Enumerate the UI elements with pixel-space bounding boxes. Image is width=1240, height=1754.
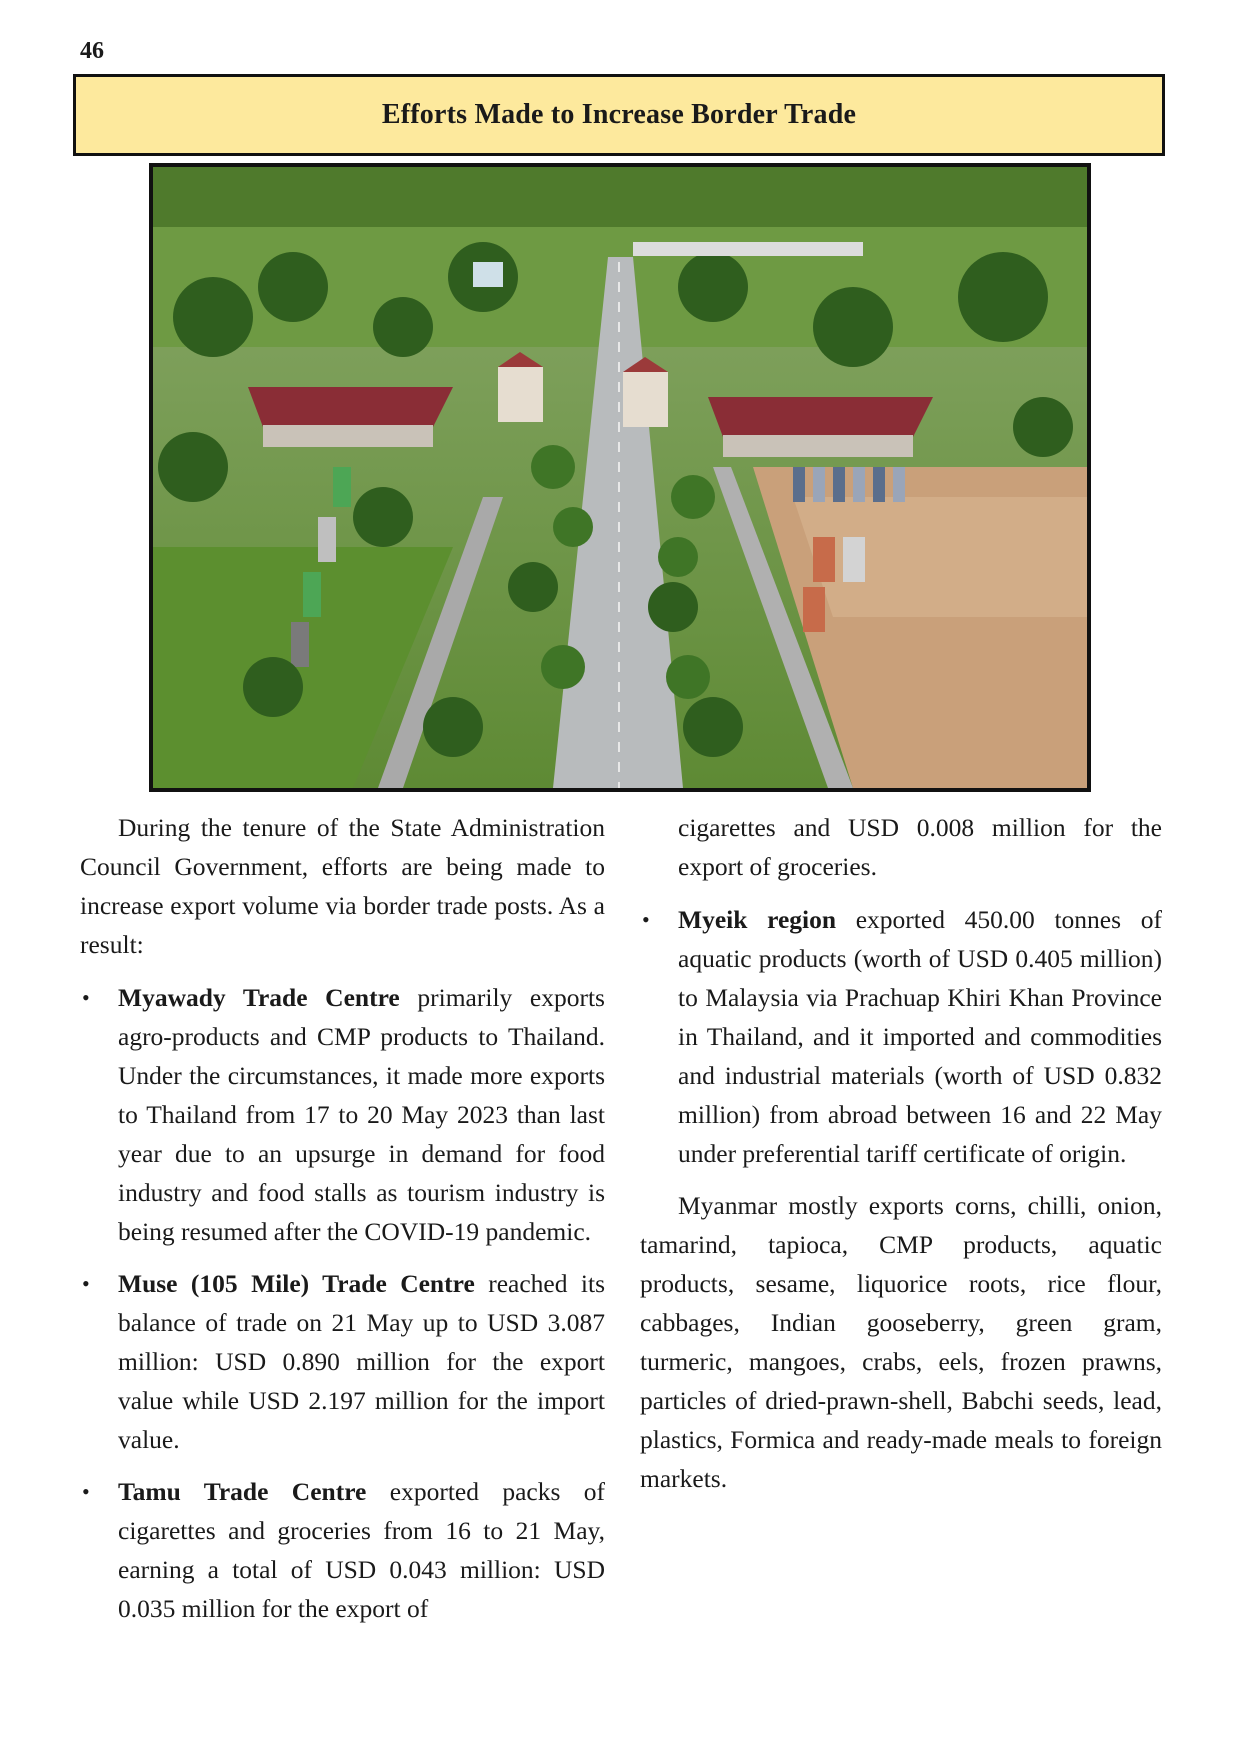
- trade-centre-text: exported packs of cigarettes and groceries from 16 to 21 May, earning a total of USD 0.043 million: USD 0.035 million for the export of: [118, 1477, 606, 1623]
- trade-centre-name: Myeik region: [678, 905, 837, 934]
- left-column: [80, 808, 605, 1641]
- page-number: 46: [80, 38, 104, 64]
- aerial-photo-illustration: [153, 167, 1087, 788]
- bullet-icon: •: [642, 907, 650, 932]
- bullet-icon: •: [82, 1271, 90, 1296]
- list-item: [80, 1264, 605, 1459]
- continued-paragraph: cigarettes and USD 0.008 million for the export of groceries.: [678, 813, 1162, 881]
- trade-centre-name: Myawady Trade Centre: [118, 983, 400, 1012]
- trade-centre-list: [80, 978, 605, 1628]
- title-banner: [73, 74, 1165, 156]
- trade-centre-name: Muse (105 Mile) Trade Centre: [118, 1269, 475, 1298]
- page-title: Efforts Made to Increase Border Trade: [381, 99, 857, 130]
- trade-centre-name: Tamu Trade Centre: [118, 1477, 367, 1506]
- intro-paragraph: During the tenure of the State Administration Council Government, efforts are being made to increase export volume via border trade posts. As a result:: [80, 813, 605, 959]
- list-item: [80, 1472, 605, 1628]
- closing-paragraph: Myanmar mostly exports corns, chilli, onion, tamarind, tapioca, CMP products, aquatic products, sesame, liquorice roots, rice flour, cabbages, Indian gooseberry, green gram, turmeric, mangoes, crabs, eels, frozen prawns, particles of dried-prawn-shell, Babchi seeds, lead, plastics, Formica and ready-made meals to foreign markets.: [640, 1191, 1162, 1493]
- trade-centre-text: primarily exports agro-products and CMP products to Thailand. Under the circumstances, it made more exports to Thailand from 17 to 20 May 2023 than last year due to an upsurge in demand for food industry and food stalls as tourism industry is being resumed after the COVID-19 pandemic.: [118, 983, 605, 1246]
- list-item: [640, 900, 1162, 1173]
- bullet-icon: •: [82, 985, 90, 1010]
- trade-centre-text: reached its balance of trade on 21 May up to USD 3.087 million: USD 0.890 million for the export value while USD 2.197 million for the import value.: [118, 1269, 606, 1454]
- right-column: [640, 808, 1162, 1512]
- bullet-icon: •: [82, 1479, 90, 1504]
- aerial-photo: [149, 163, 1091, 792]
- list-item: [80, 978, 605, 1251]
- trade-centre-text: exported 450.00 tonnes of aquatic products (worth of USD 0.405 million) to Malaysia via Prachuap Khiri Khan Province in Thailand, and it imported and commodities and industrial materials (worth of USD 0.832 million) from abroad between 16 and 22 May under preferential tariff certificate of origin.: [678, 905, 1162, 1168]
- trade-centre-list-continued: [640, 900, 1162, 1173]
